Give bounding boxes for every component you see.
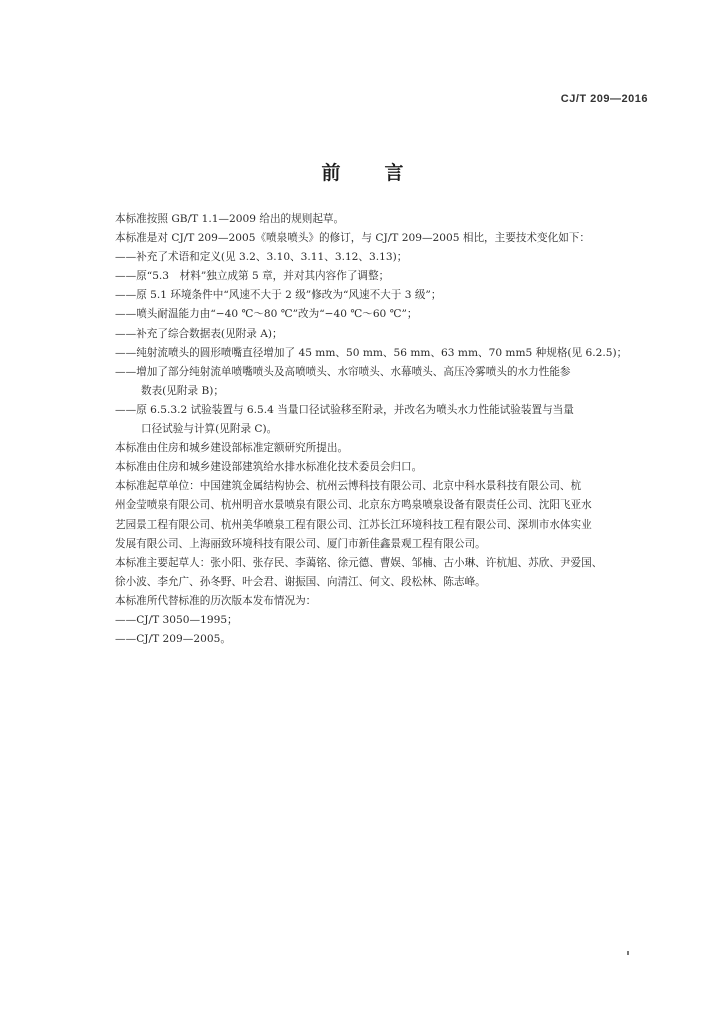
text-line: ——增加了部分纯射流单喷嘴喷头及高喷喷头、水帘喷头、水幕喷头、高压冷雾喷头的水力性能参 xyxy=(115,365,571,378)
text-line: 州金莹喷泉有限公司、杭州明音水景喷泉有限公司、北京东方鸣泉喷泉设备有限责任公司、沈阳飞亚水 xyxy=(115,499,592,512)
scan-speck xyxy=(627,951,629,955)
text-line: ——喷头耐温能力由“−40 ℃～80 ℃”改为“−40 ℃～60 ℃”； xyxy=(115,308,418,321)
text-line: ——原 5.1 环境条件中“风速不大于 2 级”修改为“风速不大于 3 级”； xyxy=(115,289,442,302)
text-line: ——原 6.5.3.2 试验装置与 6.5.4 当量口径试验移至附录，并改名为喷头水力性能试验装置与当量 xyxy=(115,403,574,416)
text-line: 本标准起草单位：中国建筑金属结构协会、杭州云博科技有限公司、北京中科水景科技有限公司、杭 xyxy=(115,480,582,493)
text-line: 艺园景工程有限公司、杭州美华喷泉工程有限公司、江苏长江环境科技工程有限公司、深圳市水体实业 xyxy=(115,518,592,531)
page-title xyxy=(0,158,725,185)
text-line: ——CJ/T 209—2005。 xyxy=(115,633,231,646)
text-line: 本标准所代替标准的历次版本发布情况为： xyxy=(115,594,317,607)
text-line: 本标准由住房和城乡建设部建筑给水排水标准化技术委员会归口。 xyxy=(115,461,423,474)
text-line: 本标准是对 CJ/T 209—2005《喷泉喷头》的修订，与 CJ/T 209—2005 相比，主要技术变化如下： xyxy=(115,232,590,245)
text-line: 本标准由住房和城乡建设部标准定额研究所提出。 xyxy=(115,442,349,455)
text-line: ——补充了综合数据表(见附录 A)； xyxy=(115,327,283,340)
text-line: 数表(见附录 B)； xyxy=(141,384,224,397)
title-char-1: 前 xyxy=(321,162,341,184)
text-line: ——CJ/T 3050—1995； xyxy=(115,613,238,626)
text-line: ——纯射流喷头的圆形喷嘴直径增加了 45 mm、50 mm、56 mm、63 mm、70 mm5 种规格(见 6.2.5)； xyxy=(115,346,628,359)
text-line: 本标准主要起草人：张小阳、张存民、李蔼铭、徐元德、曹娱、邹楠、古小琳、许杭旭、苏欣、尹爱国、 xyxy=(115,556,603,569)
foreword-body xyxy=(115,210,655,649)
text-line: ——原“5.3 材料”独立成第 5 章，并对其内容作了调整； xyxy=(115,270,390,283)
text-line: 口径试验与计算(见附录 C)。 xyxy=(141,423,278,436)
text-line: 本标准按照 GB/T 1.1—2009 给出的规则起草。 xyxy=(115,213,345,225)
text-line: 发展有限公司、上海丽致环境科技有限公司、厦门市新佳鑫景观工程有限公司。 xyxy=(115,537,486,550)
title-char-2: 言 xyxy=(384,162,404,184)
text-line: 徐小波、李允广、孙冬野、叶会君、谢振国、向清江、何文、段松林、陈志峰。 xyxy=(115,575,486,588)
text-line: ——补充了术语和定义(见 3.2、3.10、3.11、3.12、3.13)； xyxy=(115,251,408,264)
header-standard-code: CJ/T 209—2016 xyxy=(560,93,648,105)
